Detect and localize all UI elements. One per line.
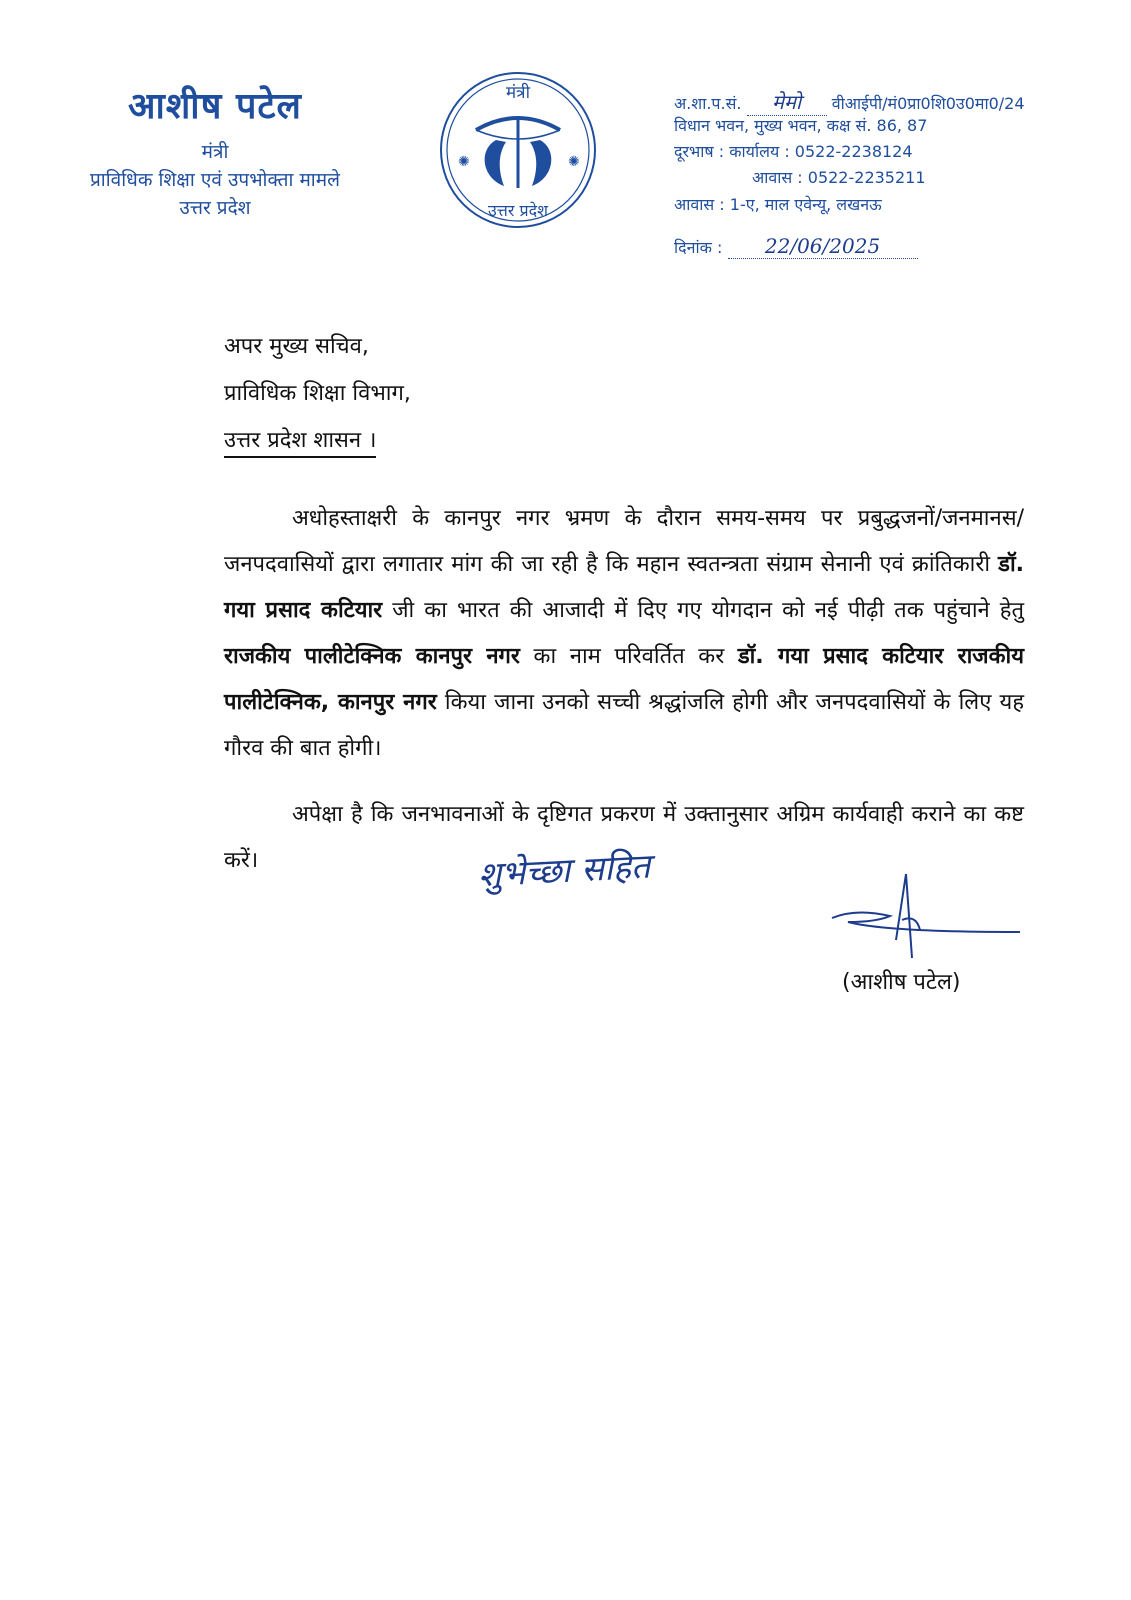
current-institute-name: राजकीय पालीटेक्निक कानपुर नगर	[224, 644, 520, 669]
date-label: दिनांक :	[674, 238, 723, 257]
minister-department: प्राविधिक शिक्षा एवं उपभोक्ता मामले	[90, 169, 340, 191]
phone-office: दूरभाष : कार्यालय : 0522-2238124	[674, 142, 913, 161]
body-paragraph-1: अधोहस्ताक्षरी के कानपुर नगर भ्रमण के दौरान समय-समय पर प्रबुद्धजनों/जनमानस/ जनपदवासियों द्वारा लगातार मांग की जा रही है कि महान स्वतन्त्रता संग्राम सेनानी एवं क्रांतिकारी डॉ. गया प्रसाद कटियार जी का भारत की आजादी में दिए गए योगदान को नई पीढ़ी तक पहुंचाने हेतु राजकीय पालीटेक्निक कानपुर नगर का नाम परिवर्तित कर डॉ. गया प्रसाद कटियार राजकीय पालीटेक्निक, कानपुर नगर किया जाना उनको सच्ची श्रद्धांजलि होगी और जनपदवासियों के लिए यह गौरव की बात होगी।	[224, 506, 1024, 761]
phone-residence: आवास : 0522-2235211	[752, 168, 926, 187]
addressee-line-1: अपर मुख्य सचिव,	[224, 334, 369, 359]
handwritten-signature-icon	[826, 870, 1026, 960]
date-handwritten: 22/06/2025	[728, 234, 918, 259]
up-govt-emblem-icon	[438, 70, 598, 230]
handwritten-greeting: शुभेच्छा सहित	[477, 846, 652, 896]
ref-label: अ.शा.प.सं.	[674, 94, 742, 113]
addressee-line-3: उत्तर प्रदेश शासन ।	[224, 424, 376, 458]
emblem-top-text: मंत्री	[506, 83, 530, 103]
svg-text:✺: ✺	[568, 154, 580, 170]
minister-state: उत्तर प्रदेश	[179, 197, 251, 219]
minister-name: आशीष पटेल	[128, 86, 302, 127]
ref-number: वीआईपी/मं0प्रा0शि0उ0मा0/24	[831, 94, 1025, 113]
office-address: विधान भवन, मुख्य भवन, कक्ष सं. 86, 87	[674, 116, 928, 135]
ref-line	[674, 88, 1025, 116]
freedom-fighter-name: डॉ. गया प्रसाद कटियार	[224, 552, 1024, 623]
signatory-name: (आशीष पटेल)	[842, 970, 961, 995]
emblem-bottom-text: उत्तर प्रदेश	[488, 201, 548, 220]
proposed-institute-name: डॉ. गया प्रसाद कटियार राजकीय पालीटेक्निक, कानपुर नगर	[224, 644, 1024, 715]
minister-title: मंत्री	[201, 141, 229, 163]
body-paragraph-2: अपेक्षा है कि जनभावनाओं के दृष्टिगत प्रकरण में उक्तानुसार अग्रिम कार्यवाही कराने का कष्ट करें।	[224, 802, 1024, 873]
svg-text:✺: ✺	[458, 154, 470, 170]
residence-address: आवास : 1-ए, माल एवेन्यू, लखनऊ	[674, 195, 882, 214]
date-line	[674, 234, 918, 259]
addressee-line-2: प्राविधिक शिक्षा विभाग,	[224, 381, 411, 406]
ref-handwritten: मेमो	[747, 88, 827, 116]
